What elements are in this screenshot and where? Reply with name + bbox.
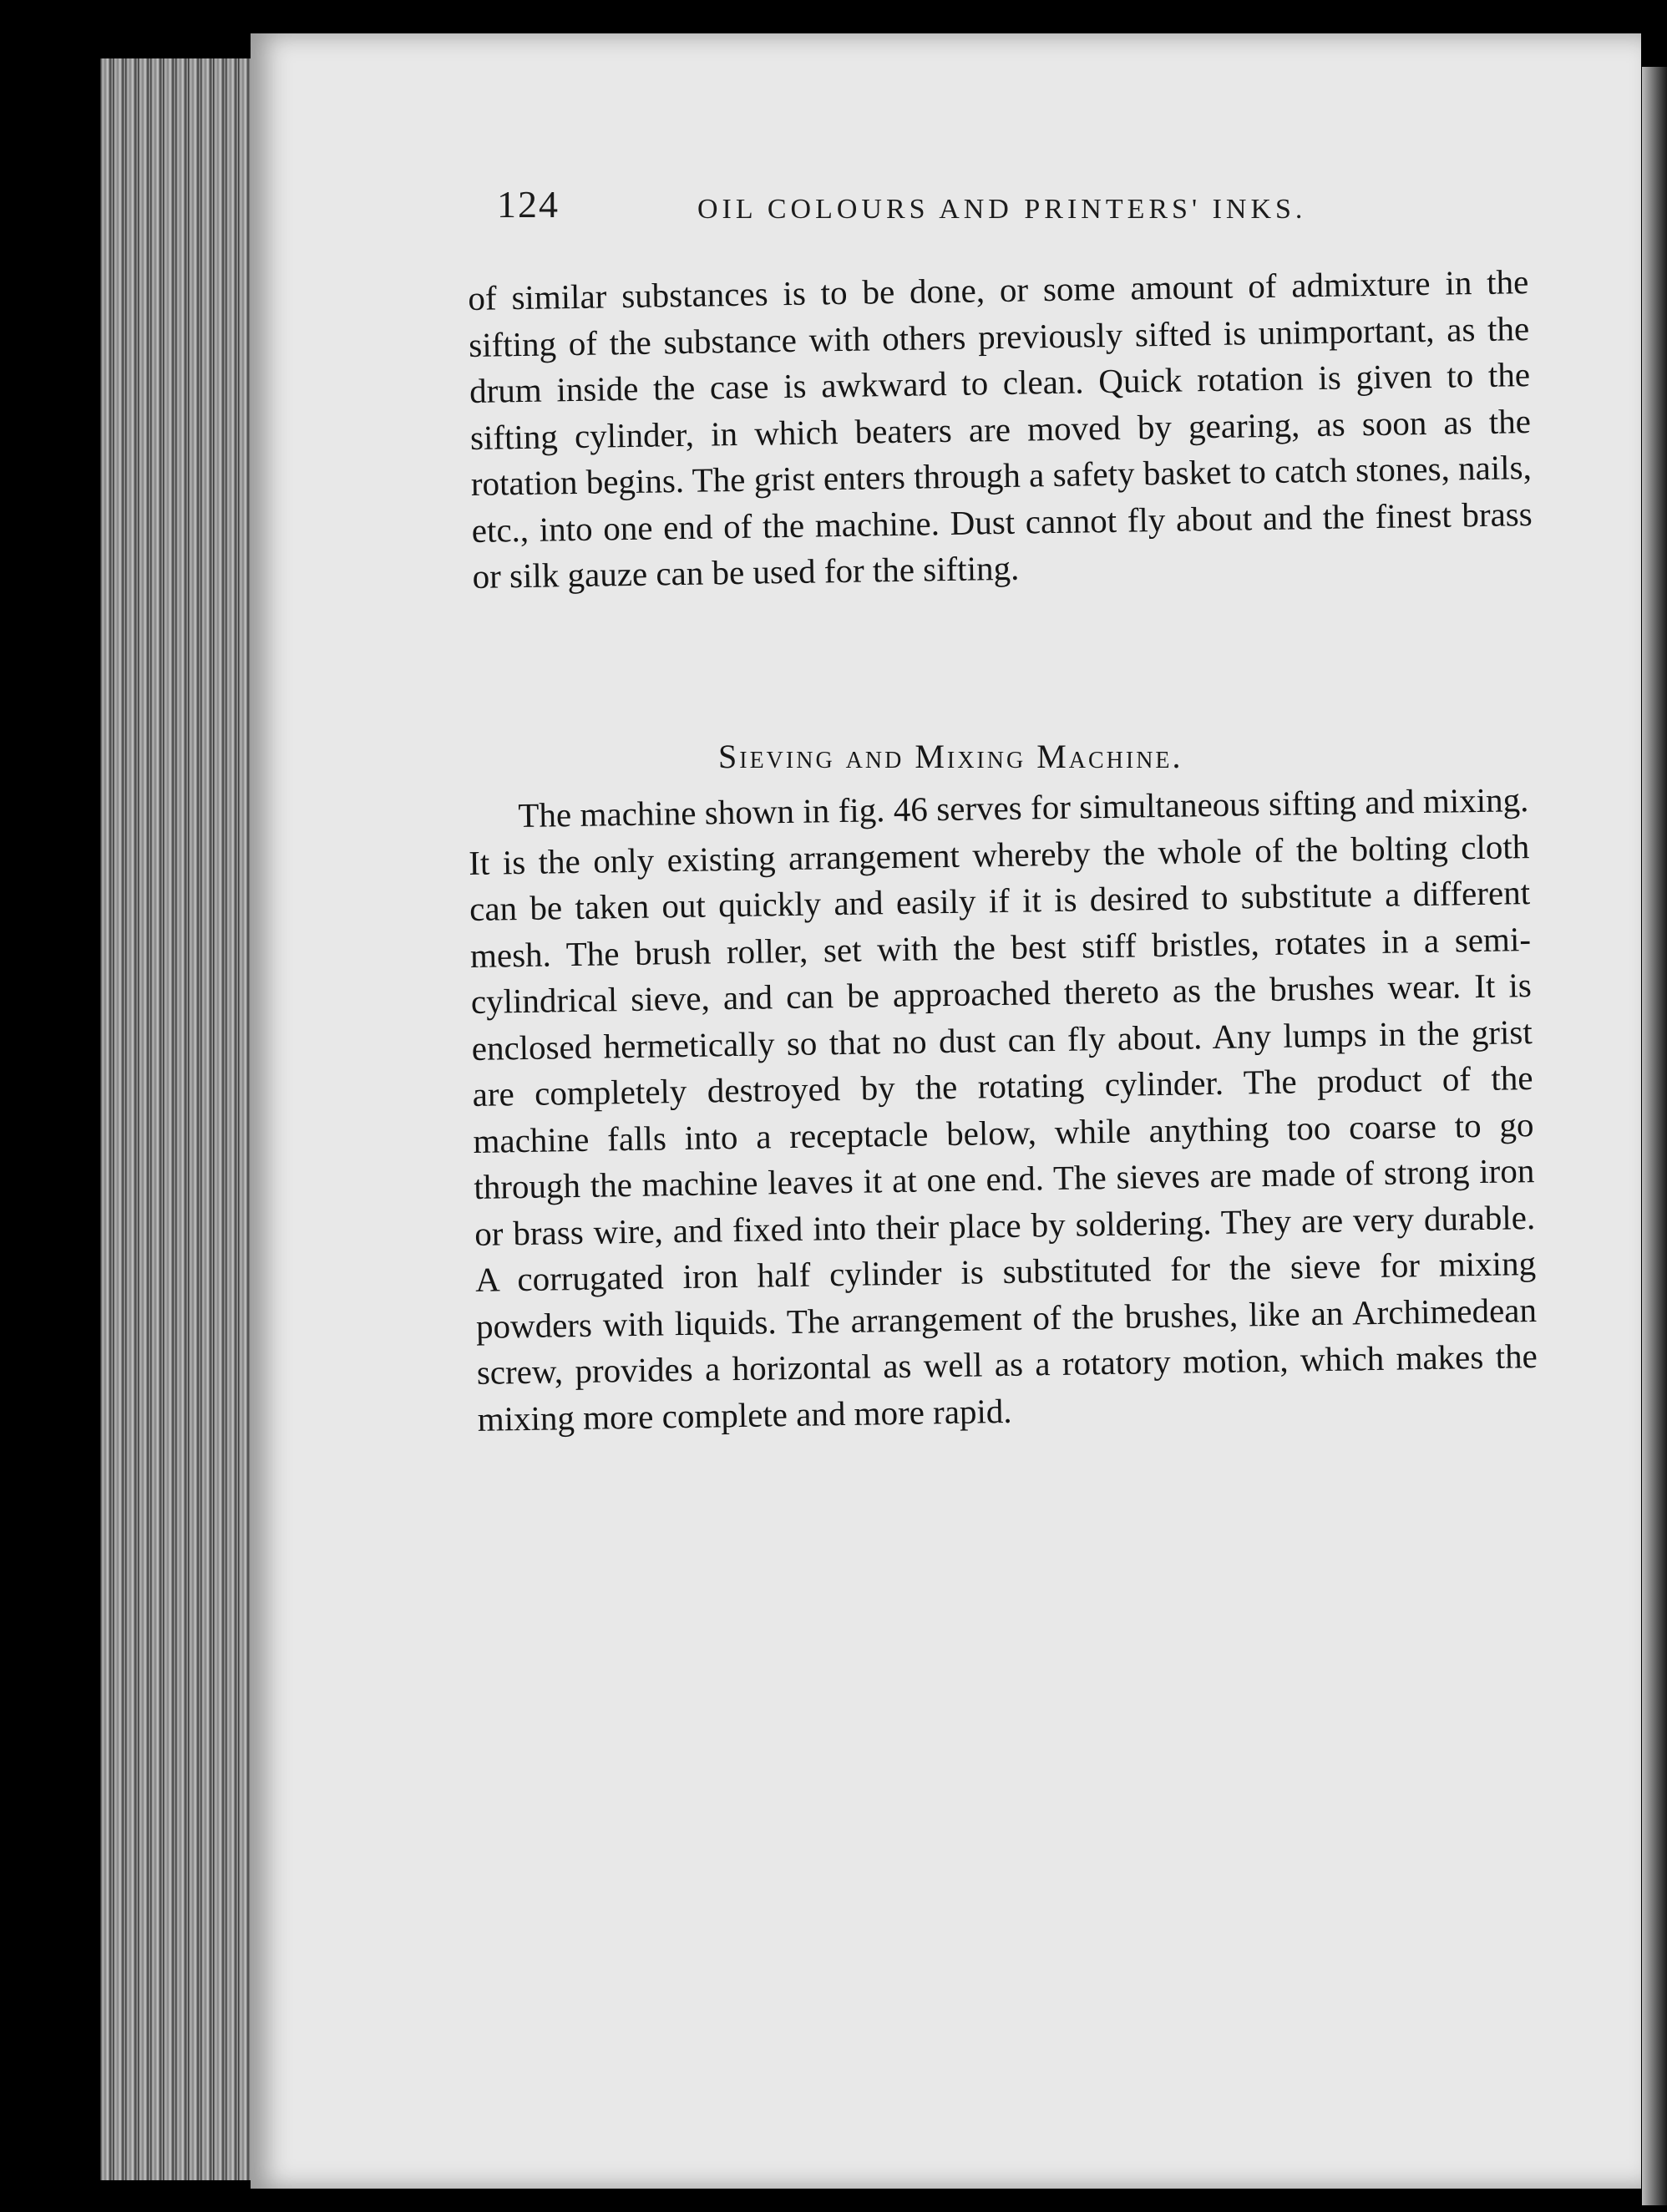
page-number: 124	[497, 183, 560, 226]
section-heading: Sieving and Mixing Machine.	[718, 738, 1183, 775]
book-page-edges	[100, 58, 267, 2180]
paragraph-1: of similar substances is to be done, or some amount of admixture in the sifting of the substance with others previously sifted is unimportant, as the drum inside the case is awkward to clean. Quick rotation is given to the sifting cylinder, in which beaters are moved by gearing, as soon as the rotation begins. The grist enters through a safety basket to catch stones, nails, etc., into one end of the machine. Dust cannot fly about and the finest brass or silk gauze can be used for the sifting.	[468, 262, 1533, 596]
book-gutter-shadow	[1642, 67, 1667, 2205]
paragraph-2: The machine shown in fig. 46 serves for simultaneous sifting and mixing. It is the only existing arrangement whereby the whole of the bolting cloth can be taken out quickly and easily if it is desired to substitute a different mesh. The brush roller, set with the best stiff bristles, rotates in a semi-cylindrical sieve, and can be approached thereto as the brushes wear. It is enclosed hermetically so that no dust can fly about. Any lumps in the grist are completely destroyed by the rotating cylinder. The product of the machine falls into a receptacle below, while anything too coarse to go through the machine leaves it at one end. The sieves are made of strong iron or brass wire, and fixed into their place by soldering. They are very durable. A corrugated iron half cylinder is substituted for the sieve for mixing powders with liquids. The arrangement of the brushes, like an Archimedean screw, provides a horizontal as well as a rotatory motion, which makes the mixing more complete and more rapid.	[468, 780, 1538, 1438]
page-header	[497, 182, 1374, 249]
running-head: OIL COLOURS AND PRINTERS' INKS.	[697, 194, 1307, 225]
